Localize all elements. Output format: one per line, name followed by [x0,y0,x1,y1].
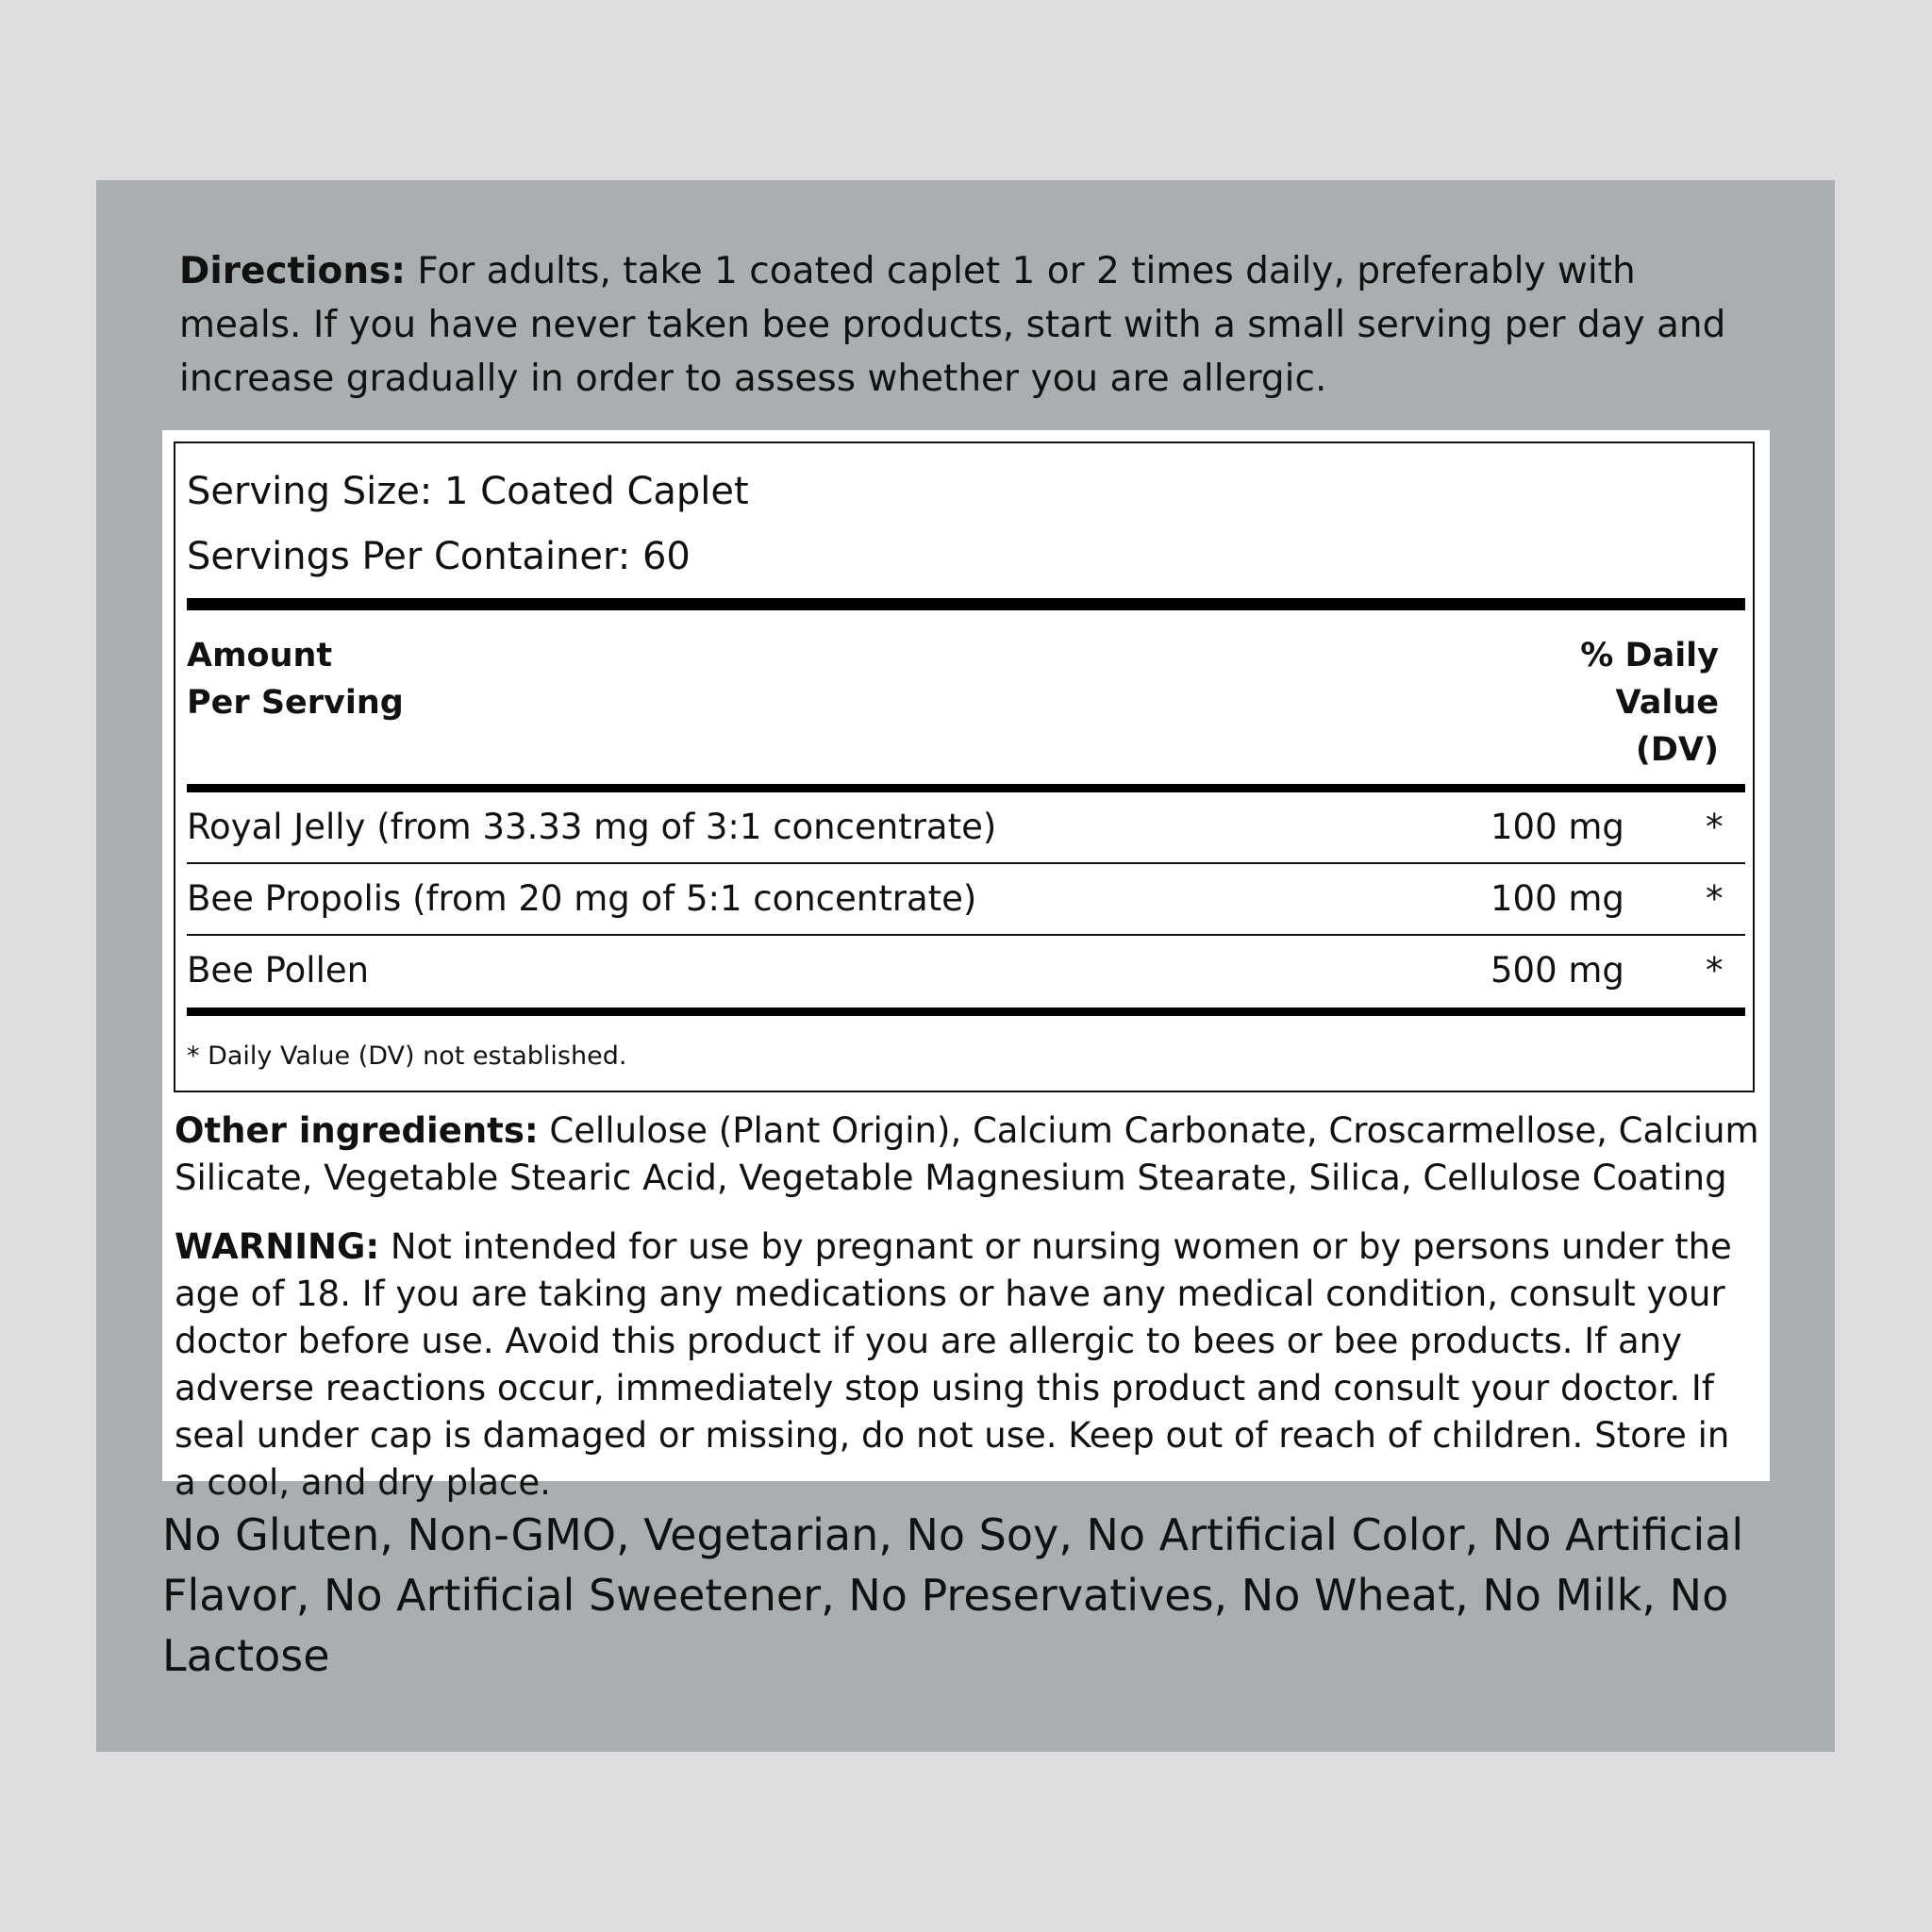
thick-divider [187,784,1745,792]
supplement-label-box [162,430,1770,1503]
ingredient-name: Bee Pollen [187,950,370,991]
daily-value-header [1580,632,1719,774]
servings-per-container: Servings Per Container: 60 [187,535,691,578]
warning-label: WARNING: [175,1226,380,1267]
supplement-facts-table [174,441,1755,1092]
ingredient-dv: * [1706,807,1724,847]
warning-body: Not intended for use by pregnant or nursing women or by persons under the age of 18. If you are taking any medications or have any medical condition, consult your doctor before use. Avoid this product if you are allergic to bees or bee products. If any adverse reactions occur, immediately stop using this product and consult your doctor. If seal under cap is damaged or missing, do not use. Keep out of reach of children. Store in a cool, and dry place. [175,1226,1732,1503]
other-ingredients-text: Cellulose (Plant Origin), Calcium Carbonate, Croscarmellose, Calcium Silicate, Vegetable Stearic Acid, Vegetable Magnesium Stearate, Silica, Cellulose Coating [175,1110,1759,1198]
directions-label: Directions: [179,250,406,292]
other-ingredients [175,1108,1759,1202]
dv-header-line: % Daily [1580,637,1719,675]
ingredient-amount: 100 mg [1491,807,1624,847]
dv-header-line: Value [1615,684,1719,722]
thick-divider [187,598,1745,610]
ingredient-amount: 500 mg [1491,950,1624,991]
table-row [187,936,1745,1006]
label-panel [96,180,1835,1752]
dv-footnote: * Daily Value (DV) not established. [187,1041,627,1071]
directions-body: For adults, take 1 coated caplet 1 or 2 times daily, preferably with meals. If you have never taken bee products, start with a small serving per day and increase gradually in order to assess whether you are allergic. [179,250,1726,400]
ingredient-dv: * [1706,950,1724,991]
free-from-claims: No Gluten, Non-GMO, Vegetarian, No Soy, No Artificial Color, No Artificial Flavor, No Artificial Sweetener, No Preservatives, No Wheat, No Milk, No Lactose [162,1509,1744,1681]
ingredient-amount: 100 mg [1491,878,1624,919]
ingredient-dv: * [1706,878,1724,919]
amount-header-line: Per Serving [187,684,404,722]
amount-header-line: Amount [187,637,333,675]
serving-size: Serving Size: 1 Coated Caplet [187,470,749,513]
dv-header-line: (DV) [1635,731,1719,769]
table-row [187,792,1745,862]
ingredient-name: Bee Propolis (from 20 mg of 5:1 concentrate) [187,878,977,919]
other-ingredients-label: Other ingredients: [175,1110,539,1151]
directions-text [179,244,1764,406]
table-row [187,864,1745,934]
ingredient-name: Royal Jelly (from 33.33 mg of 3:1 concentrate) [187,807,997,847]
warning-text [175,1224,1759,1507]
thick-divider [187,1008,1745,1016]
amount-per-serving-header [187,632,404,726]
